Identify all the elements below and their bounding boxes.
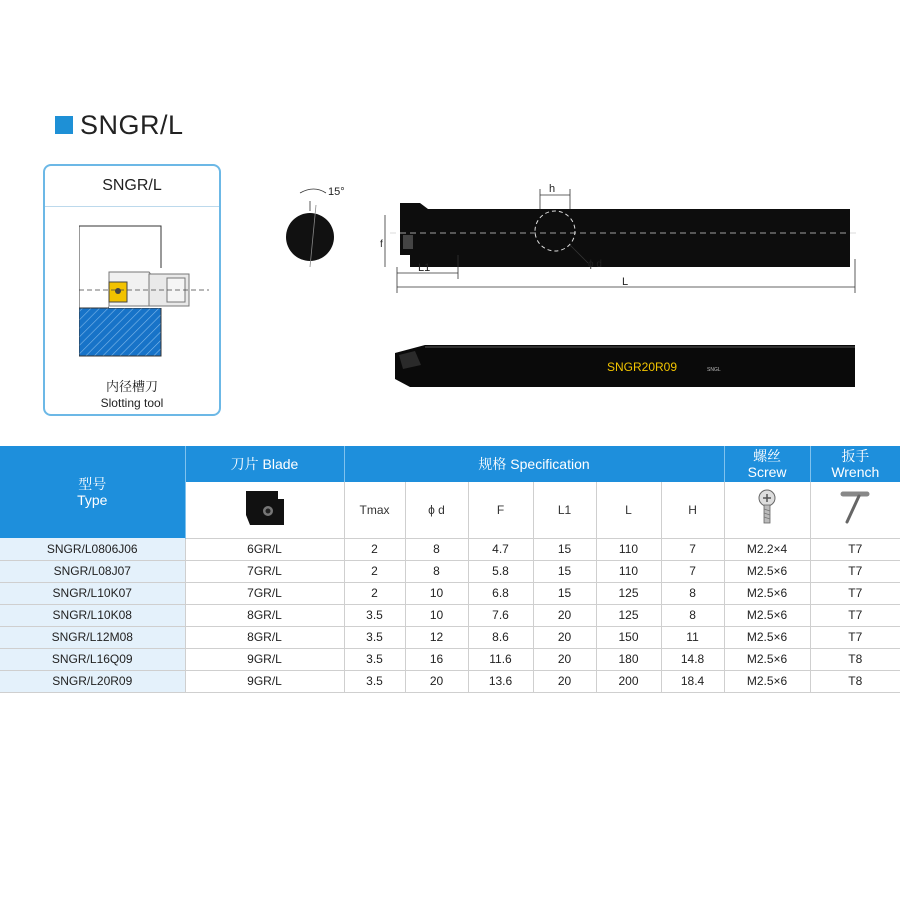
slotting-illustration <box>79 218 209 368</box>
cell-d: 20 <box>405 670 468 692</box>
type-header-en: Type <box>77 492 108 508</box>
cell-l1: 20 <box>533 670 596 692</box>
table-row <box>0 538 900 560</box>
cell-screw: M2.5×6 <box>724 626 810 648</box>
cell-h: 14.8 <box>661 648 724 670</box>
cell-l1: 15 <box>533 560 596 582</box>
cell-screw: M2.5×6 <box>724 648 810 670</box>
cell-screw: M2.5×6 <box>724 604 810 626</box>
cell-screw: M2.2×4 <box>724 538 810 560</box>
cell-type: SNGR/L12M08 <box>0 626 185 648</box>
cell-wrench: T7 <box>810 582 900 604</box>
end-view-circle <box>286 213 334 261</box>
table-row <box>0 560 900 582</box>
table-row <box>0 670 900 692</box>
col-d: ϕ d <box>405 482 468 538</box>
cell-type: SNGR/L16Q09 <box>0 648 185 670</box>
page-title: SNGR/L <box>80 110 184 140</box>
screw-header-cn: 螺丝 <box>753 448 782 464</box>
cell-h: 7 <box>661 538 724 560</box>
cell-d: 12 <box>405 626 468 648</box>
cell-tmax: 3.5 <box>344 648 405 670</box>
cell-d: 16 <box>405 648 468 670</box>
cell-l: 125 <box>596 604 661 626</box>
col-l: L <box>596 482 661 538</box>
cell-f: 5.8 <box>468 560 533 582</box>
cell-tmax: 2 <box>344 560 405 582</box>
cell-l1: 15 <box>533 582 596 604</box>
wrench-header <box>810 446 900 482</box>
cell-l1: 20 <box>533 648 596 670</box>
cell-h: 11 <box>661 626 724 648</box>
cell-wrench: T7 <box>810 604 900 626</box>
cell-d: 10 <box>405 582 468 604</box>
cell-screw: M2.5×6 <box>724 560 810 582</box>
dim-l-label: L <box>622 276 629 288</box>
cell-l: 180 <box>596 648 661 670</box>
cell-tmax: 3.5 <box>344 626 405 648</box>
wrench-header-cn: 扳手 <box>841 448 870 464</box>
cell-tmax: 2 <box>344 582 405 604</box>
col-tmax: Tmax <box>344 482 405 538</box>
cell-blade: 9GR/L <box>185 670 344 692</box>
screw-image-cell <box>724 482 810 538</box>
cell-f: 4.7 <box>468 538 533 560</box>
card-caption-cn: 内径槽刀 <box>105 379 158 394</box>
cell-type: SNGR/L10K08 <box>0 604 185 626</box>
cell-tmax: 3.5 <box>344 670 405 692</box>
cell-wrench: T7 <box>810 538 900 560</box>
cell-f: 6.8 <box>468 582 533 604</box>
dim-l1-label: L1 <box>418 262 431 274</box>
wrench-header-en: Wrench <box>831 464 880 480</box>
cell-f: 13.6 <box>468 670 533 692</box>
cell-h: 8 <box>661 582 724 604</box>
type-header-cn: 型号 <box>78 476 107 492</box>
cell-l1: 15 <box>533 538 596 560</box>
cell-blade: 7GR/L <box>185 560 344 582</box>
dim-h-label: h <box>549 183 556 195</box>
spec-table <box>0 446 900 693</box>
technical-drawing <box>270 175 870 305</box>
cell-wrench: T7 <box>810 560 900 582</box>
cell-tmax: 3.5 <box>344 604 405 626</box>
cell-h: 18.4 <box>661 670 724 692</box>
cell-type: SNGR/L08J07 <box>0 560 185 582</box>
cell-f: 8.6 <box>468 626 533 648</box>
table-row <box>0 582 900 604</box>
cell-h: 7 <box>661 560 724 582</box>
cell-blade: 8GR/L <box>185 626 344 648</box>
angle-label: 15° <box>328 186 345 198</box>
cell-l1: 20 <box>533 626 596 648</box>
spec-header: 规格 Specification <box>344 446 724 482</box>
cell-h: 8 <box>661 604 724 626</box>
cell-l1: 20 <box>533 604 596 626</box>
cell-blade: 9GR/L <box>185 648 344 670</box>
cell-f: 7.6 <box>468 604 533 626</box>
cell-type: SNGR/L10K07 <box>0 582 185 604</box>
screw-header <box>724 446 810 482</box>
cell-d: 8 <box>405 538 468 560</box>
cell-type: SNGR/L0806J06 <box>0 538 185 560</box>
dim-d-label: ϕ d <box>588 259 602 270</box>
spec-rows <box>0 538 900 692</box>
col-h: H <box>661 482 724 538</box>
table-row <box>0 648 900 670</box>
cell-d: 8 <box>405 560 468 582</box>
title-marker <box>55 116 73 134</box>
blade-insert-icon <box>240 485 290 531</box>
screw-header-en: Screw <box>747 464 787 480</box>
bar-small-mark: SNGL <box>707 367 721 373</box>
cell-f: 11.6 <box>468 648 533 670</box>
cell-wrench: T8 <box>810 670 900 692</box>
tool-card <box>43 164 221 416</box>
dim-f-label: f <box>380 239 383 250</box>
cell-l: 110 <box>596 560 661 582</box>
cell-tmax: 2 <box>344 538 405 560</box>
boring-bar-photo <box>385 335 860 395</box>
cell-blade: 8GR/L <box>185 604 344 626</box>
screw-icon <box>752 488 782 528</box>
cell-l: 110 <box>596 538 661 560</box>
cell-wrench: T8 <box>810 648 900 670</box>
bar-side-view <box>400 203 850 267</box>
table-row <box>0 626 900 648</box>
bar-marking: SNGR20R09 <box>607 360 678 374</box>
cell-type: SNGR/L20R09 <box>0 670 185 692</box>
cell-wrench: T7 <box>810 626 900 648</box>
wrench-icon <box>835 488 875 528</box>
col-f: F <box>468 482 533 538</box>
cell-l: 200 <box>596 670 661 692</box>
blade-image-cell <box>185 482 344 538</box>
cell-d: 10 <box>405 604 468 626</box>
card-caption-en: Slotting tool <box>100 396 164 410</box>
type-header <box>0 446 185 538</box>
wrench-image-cell <box>810 482 900 538</box>
blade-header: 刀片 Blade <box>185 446 344 482</box>
card-title: SNGR/L <box>45 166 219 207</box>
cell-blade: 7GR/L <box>185 582 344 604</box>
cell-screw: M2.5×6 <box>724 582 810 604</box>
cell-l: 125 <box>596 582 661 604</box>
cell-blade: 6GR/L <box>185 538 344 560</box>
table-row <box>0 604 900 626</box>
cell-l: 150 <box>596 626 661 648</box>
cell-screw: M2.5×6 <box>724 670 810 692</box>
col-l1: L1 <box>533 482 596 538</box>
